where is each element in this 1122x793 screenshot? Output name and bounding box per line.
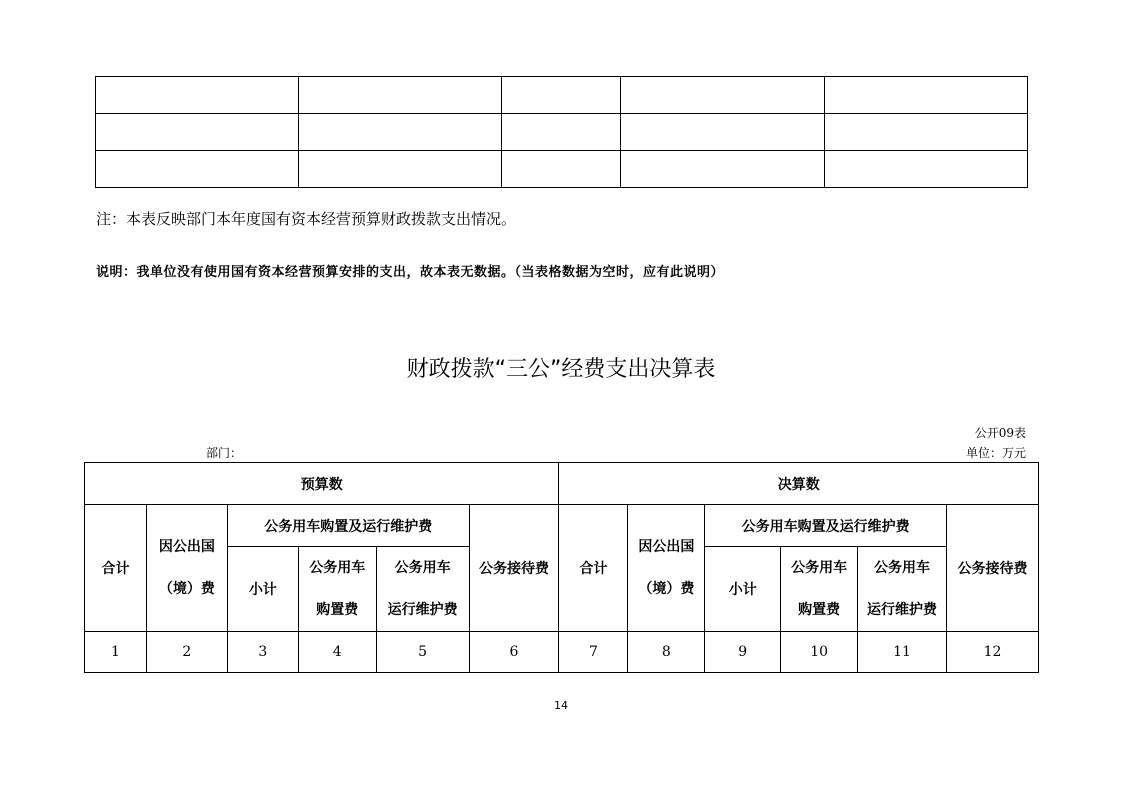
table-row xyxy=(96,77,1028,114)
table-cell xyxy=(501,77,621,114)
budget-total-header: 合计 xyxy=(85,505,147,632)
column-number: 7 xyxy=(559,632,628,673)
column-number: 5 xyxy=(376,632,469,673)
abroad-line2: （境）费 xyxy=(158,581,215,597)
table-cell xyxy=(298,77,501,114)
column-number: 3 xyxy=(227,632,298,673)
column-number: 12 xyxy=(947,632,1039,673)
table-cell xyxy=(298,151,501,188)
abroad-line1: 因公出国 xyxy=(638,539,695,555)
three-public-expense-table xyxy=(84,462,1039,673)
abroad-line2: （境）费 xyxy=(638,581,695,597)
table-cell xyxy=(96,151,299,188)
table-cell xyxy=(501,151,621,188)
column-number: 10 xyxy=(781,632,858,673)
table-row xyxy=(85,463,1039,505)
table-cell xyxy=(621,114,825,151)
table-cell xyxy=(621,77,825,114)
final-vehicle-group-header: 公务用车购置及运行维护费 xyxy=(705,505,947,547)
table-row xyxy=(96,114,1028,151)
budget-vehicle-purchase-header xyxy=(298,547,376,632)
table-cell xyxy=(96,77,299,114)
final-reception-header: 公务接待费 xyxy=(947,505,1039,632)
budget-vehicle-maint-header xyxy=(376,547,469,632)
column-number: 6 xyxy=(469,632,559,673)
column-number: 8 xyxy=(628,632,705,673)
budget-abroad-header xyxy=(146,505,227,632)
final-vehicle-maint-header xyxy=(858,547,947,632)
column-number: 9 xyxy=(705,632,781,673)
vehicle-maint-line2: 运行维护费 xyxy=(867,602,938,618)
vehicle-maint-line1: 公务用车 xyxy=(874,560,931,576)
table-row xyxy=(85,505,1039,547)
vehicle-purchase-line2: 购置费 xyxy=(798,602,841,618)
department-label: 部门： xyxy=(206,446,243,460)
column-number: 11 xyxy=(858,632,947,673)
column-number: 2 xyxy=(146,632,227,673)
page-title: 财政拨款“三公”经费支出决算表 xyxy=(406,357,716,382)
table-cell xyxy=(825,114,1028,151)
final-subtotal-header: 小计 xyxy=(705,547,781,632)
budget-subtotal-header: 小计 xyxy=(227,547,298,632)
table-cell xyxy=(96,114,299,151)
column-number: 1 xyxy=(85,632,147,673)
final-vehicle-purchase-header xyxy=(781,547,858,632)
table-row xyxy=(96,151,1028,188)
budget-reception-header: 公务接待费 xyxy=(469,505,559,632)
form-number: 公开09表 xyxy=(974,426,1026,440)
vehicle-purchase-line1: 公务用车 xyxy=(791,560,848,576)
vehicle-purchase-line2: 购置费 xyxy=(316,602,359,618)
final-total-header: 合计 xyxy=(559,505,628,632)
abroad-line1: 因公出国 xyxy=(158,539,215,555)
table-note: 注：本表反映部门本年度国有资本经营预算财政拨款支出情况。 xyxy=(96,210,517,228)
unit-label: 单位：万元 xyxy=(965,446,1026,460)
final-abroad-header xyxy=(628,505,705,632)
table-cell xyxy=(825,151,1028,188)
vehicle-purchase-line1: 公务用车 xyxy=(309,560,366,576)
budget-header: 预算数 xyxy=(85,463,559,505)
page-number: 14 xyxy=(554,699,568,712)
table-row xyxy=(85,632,1039,673)
column-number: 4 xyxy=(298,632,376,673)
vehicle-maint-line1: 公务用车 xyxy=(394,560,451,576)
table-cell xyxy=(501,114,621,151)
budget-vehicle-group-header: 公务用车购置及运行维护费 xyxy=(227,505,469,547)
vehicle-maint-line2: 运行维护费 xyxy=(387,602,458,618)
final-header: 决算数 xyxy=(559,463,1039,505)
table-cell xyxy=(825,77,1028,114)
table-cell xyxy=(298,114,501,151)
table-cell xyxy=(621,151,825,188)
explanation-text: 说明：我单位没有使用国有资本经营预算安排的支出，故本表无数据。（当表格数据为空时，应有此说明） xyxy=(96,265,725,280)
empty-table xyxy=(95,76,1028,188)
